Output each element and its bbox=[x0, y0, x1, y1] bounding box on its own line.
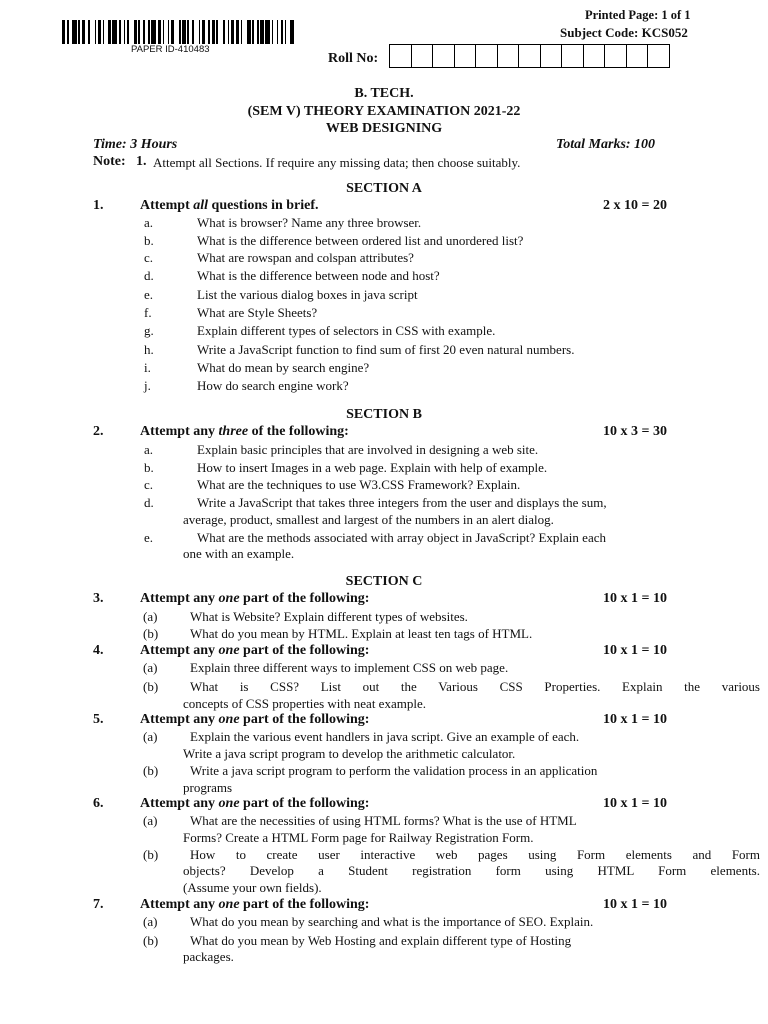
question-item: Explain different types of selectors in CSS with example. bbox=[197, 323, 496, 338]
note-number: 1. bbox=[136, 154, 147, 169]
question-number: 4. bbox=[93, 643, 104, 658]
question-part: What are the necessities of using HTML forms? What is the use of HTML bbox=[190, 813, 577, 828]
item-letter: b. bbox=[144, 233, 154, 248]
question-marks: 10 x 3 = 30 bbox=[603, 424, 667, 439]
part-letter: (b) bbox=[143, 679, 159, 694]
question-marks: 10 x 1 = 10 bbox=[603, 796, 667, 811]
question-part: What do you mean by Web Hosting and explain different type of Hosting bbox=[190, 933, 572, 948]
question-item: What do mean by search engine? bbox=[197, 360, 370, 375]
question-item: What are the techniques to use W3.CSS Framework? Explain. bbox=[197, 477, 521, 492]
part-letter: (a) bbox=[143, 914, 158, 929]
part-letter: (a) bbox=[143, 660, 158, 675]
question-item: What are rowspan and colspan attributes? bbox=[197, 250, 414, 265]
section-c-title: SECTION C bbox=[345, 574, 423, 589]
subject-code: Subject Code: KCS052 bbox=[560, 25, 688, 40]
item-letter: j. bbox=[144, 378, 151, 393]
question-number: 2. bbox=[93, 424, 104, 439]
printed-page: Printed Page: 1 of 1 bbox=[585, 8, 691, 22]
subject-title: WEB DESIGNING bbox=[325, 121, 443, 136]
item-letter: c. bbox=[144, 477, 154, 492]
question-instruction: Attempt any one part of the following: bbox=[140, 712, 370, 727]
item-letter: a. bbox=[144, 215, 154, 230]
question-marks: 10 x 1 = 10 bbox=[603, 643, 667, 658]
question-part: Write a java script program to perform the validation process in an application bbox=[190, 763, 598, 778]
question-item: What is the difference between node and host? bbox=[197, 268, 440, 283]
question-marks: 10 x 1 = 10 bbox=[603, 897, 667, 912]
item-letter: d. bbox=[144, 495, 154, 510]
part-letter: (b) bbox=[143, 763, 159, 778]
roll-no-boxes bbox=[390, 44, 670, 68]
part-letter: (b) bbox=[143, 847, 159, 862]
part-letter: (b) bbox=[143, 626, 159, 641]
question-instruction: Attempt any one part of the following: bbox=[140, 591, 370, 606]
question-part: How to create user interactive web pages using Form elements and Form bbox=[190, 847, 760, 862]
total-marks: Total Marks: 100 bbox=[556, 137, 656, 152]
item-letter: c. bbox=[144, 250, 154, 265]
question-part: What is Website? Explain different types of websites. bbox=[190, 609, 468, 624]
question-marks: 2 x 10 = 20 bbox=[603, 198, 667, 213]
question-part: Explain three different ways to implement CSS on web page. bbox=[190, 660, 509, 675]
question-instruction: Attempt any one part of the following: bbox=[140, 897, 370, 912]
item-letter: e. bbox=[144, 530, 154, 545]
section-b-title: SECTION B bbox=[346, 407, 422, 422]
question-marks: 10 x 1 = 10 bbox=[603, 712, 667, 727]
question-part: What do you mean by HTML. Explain at least ten tags of HTML. bbox=[190, 626, 533, 641]
barcode bbox=[62, 20, 296, 44]
question-item: What is browser? Name any three browser. bbox=[197, 215, 422, 230]
question-part-continued: concepts of CSS properties with neat example. bbox=[183, 696, 426, 711]
time-label: Time: 3 Hours bbox=[93, 137, 178, 152]
question-part: Explain the various event handlers in java script. Give an example of each. bbox=[190, 729, 580, 744]
item-letter: f. bbox=[144, 305, 152, 320]
question-part-continued: objects? Develop a Student registration form using HTML Form elements. bbox=[183, 863, 760, 878]
item-letter: g. bbox=[144, 323, 154, 338]
note-text: Attempt all Sections. If require any missing data; then choose suitably. bbox=[153, 155, 521, 170]
part-letter: (a) bbox=[143, 609, 158, 624]
question-marks: 10 x 1 = 10 bbox=[603, 591, 667, 606]
item-letter: b. bbox=[144, 460, 154, 475]
question-item: What is the difference between ordered list and unordered list? bbox=[197, 233, 524, 248]
section-a-title: SECTION A bbox=[346, 181, 422, 196]
question-part-continued: Forms? Create a HTML Form page for Railway Registration Form. bbox=[183, 830, 534, 845]
question-part: What do you mean by searching and what is the importance of SEO. Explain. bbox=[190, 914, 594, 929]
question-number: 3. bbox=[93, 591, 104, 606]
question-instruction: Attempt any three of the following: bbox=[140, 424, 349, 439]
question-number: 7. bbox=[93, 897, 104, 912]
item-letter: e. bbox=[144, 287, 154, 302]
item-letter: d. bbox=[144, 268, 154, 283]
question-item: How do search engine work? bbox=[197, 378, 349, 393]
part-letter: (a) bbox=[143, 813, 158, 828]
question-item: What are the methods associated with array object in JavaScript? Explain each bbox=[197, 530, 606, 545]
question-number: 5. bbox=[93, 712, 104, 727]
question-part: What is CSS? List out the Various CSS Properties. Explain the various bbox=[190, 679, 760, 694]
question-item: Explain basic principles that are involved in designing a web site. bbox=[197, 442, 539, 457]
question-item-continued: average, product, smallest and largest of the numbers in an alert dialog. bbox=[183, 512, 554, 527]
part-letter: (b) bbox=[143, 933, 159, 948]
question-part-continued: Write a java script program to develop the arithmetic calculator. bbox=[183, 746, 516, 761]
paper-id: PAPER ID-410483 bbox=[131, 44, 210, 55]
item-letter: a. bbox=[144, 442, 154, 457]
question-instruction: Attempt any one part of the following: bbox=[140, 643, 370, 658]
question-item: What are Style Sheets? bbox=[197, 305, 318, 320]
item-letter: h. bbox=[144, 342, 154, 357]
question-part-continued: (Assume your own fields). bbox=[183, 880, 322, 895]
question-number: 6. bbox=[93, 796, 104, 811]
course-title: B. TECH. bbox=[354, 86, 414, 101]
question-part-continued: packages. bbox=[183, 949, 234, 964]
question-number: 1. bbox=[93, 198, 104, 213]
exam-title: (SEM V) THEORY EXAMINATION 2021-22 bbox=[247, 104, 521, 119]
question-item: How to insert Images in a web page. Explain with help of example. bbox=[197, 460, 548, 475]
question-item: List the various dialog boxes in java script bbox=[197, 287, 418, 302]
item-letter: i. bbox=[144, 360, 151, 375]
question-part-continued: programs bbox=[183, 780, 233, 795]
roll-no-label: Roll No: bbox=[328, 51, 379, 66]
question-instruction: Attempt all questions in brief. bbox=[140, 198, 319, 213]
part-letter: (a) bbox=[143, 729, 158, 744]
note-label: Note: bbox=[93, 154, 126, 169]
question-instruction: Attempt any one part of the following: bbox=[140, 796, 370, 811]
question-item: Write a JavaScript that takes three integers from the user and displays the sum, bbox=[197, 495, 607, 510]
question-item: Write a JavaScript function to find sum of first 20 even natural numbers. bbox=[197, 342, 575, 357]
question-item-continued: one with an example. bbox=[183, 546, 295, 561]
